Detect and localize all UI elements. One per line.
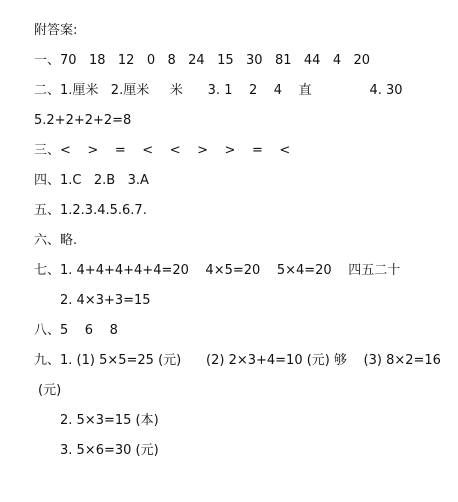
answer-heading: 附答案: [34,23,78,38]
answer-line-7-2: 2. 4×3+3=15 [60,293,151,308]
answer-line-8: 八、5 6 8 [34,323,118,338]
answer-line-2-cont: 5.2+2+2+2=8 [34,113,132,128]
answer-line-1: 一、70 18 12 0 8 24 15 30 81 44 4 20 [34,53,371,68]
answer-line-9-3: 3. 5×6=30 (元) [60,443,159,458]
answer-line-7: 七、1. 4+4+4+4+4=20 4×5=20 5×4=20 四五二十 [34,263,401,278]
answer-line-5: 五、1.2.3.4.5.6.7. [34,203,147,218]
answer-line-9-2: 2. 5×3=15 (本) [60,413,159,428]
answer-line-2: 二、1.厘米 2.厘米 米 3. 1 2 4 直 4. 30 [34,83,403,98]
answer-line-4: 四、1.C 2.B 3.A [34,173,149,188]
answer-line-3: 三、< > = < < > > = < [34,143,291,158]
answer-line-6: 六、略. [34,233,78,248]
answer-line-9-cont: (元) [38,383,62,398]
answer-line-9: 九、1. (1) 5×5=25 (元) (2) 2×3+4=10 (元) 够 (3) 8×2=16 [34,353,441,368]
